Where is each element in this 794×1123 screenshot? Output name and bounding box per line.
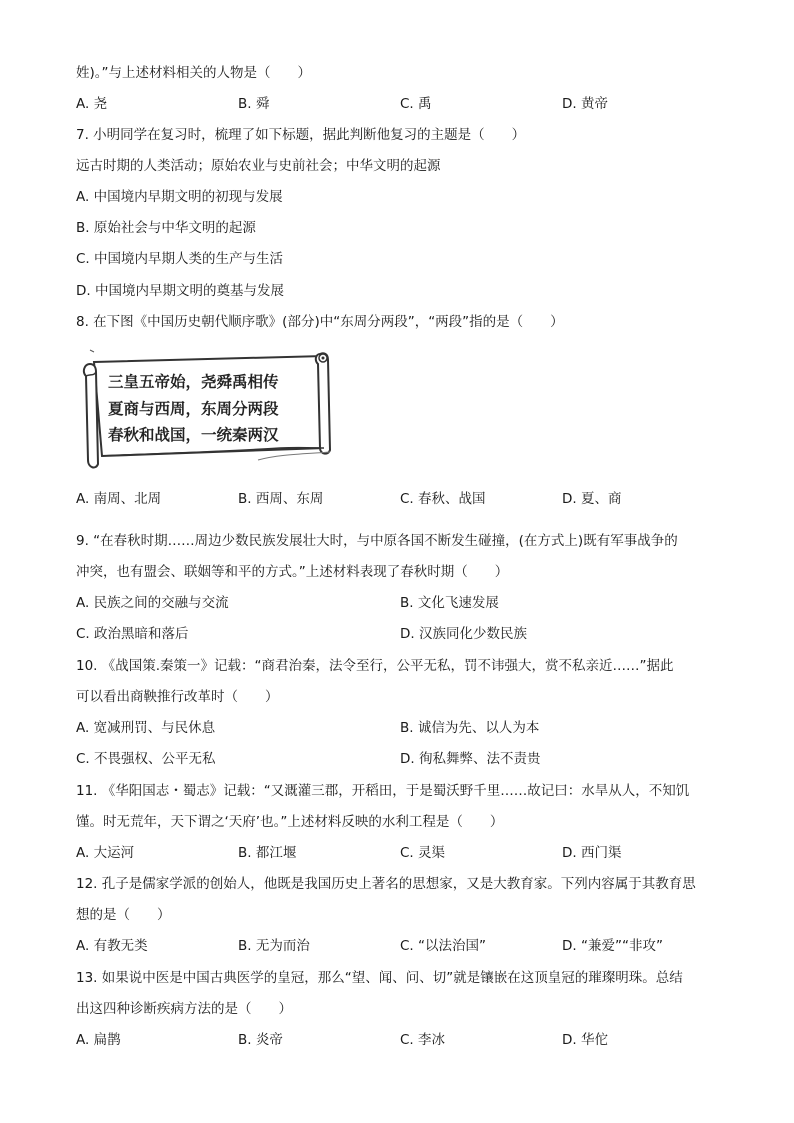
q9-option-b: B. 文化飞速发展 bbox=[400, 595, 499, 611]
q12-option-d: D. “兼爱”“非攻” bbox=[562, 938, 663, 954]
question-12-stem-line1: 12. 孔子是儒家学派的创始人，他既是我国历史上著名的思想家，又是大教育家。下列内容属于其教育思 bbox=[76, 876, 696, 892]
q6-option-b: B. 舜 bbox=[238, 96, 270, 112]
q6-option-d: D. 黄帝 bbox=[562, 96, 608, 112]
question-9-stem-line2: 冲突，也有盟会、联姻等和平的方式。”上述材料表现了春秋时期（ ） bbox=[76, 564, 509, 580]
q9-option-d: D. 汉族同化少数民族 bbox=[400, 626, 527, 642]
q9-option-a: A. 民族之间的交融与交流 bbox=[76, 595, 229, 611]
poem-line-1: 三皇五帝始，尧舜禹相传 bbox=[108, 373, 279, 391]
q11-option-b: B. 都江堰 bbox=[238, 845, 297, 861]
q9-option-c: C. 政治黑暗和落后 bbox=[76, 626, 189, 642]
q13-option-b: B. 炎帝 bbox=[238, 1032, 283, 1048]
q7-option-a: A. 中国境内早期文明的初现与发展 bbox=[76, 189, 283, 205]
question-7-stem: 7. 小明同学在复习时，梳理了如下标题，据此判断他复习的主题是（ ） bbox=[76, 127, 526, 143]
q7-option-d: D. 中国境内早期文明的奠基与发展 bbox=[76, 283, 284, 299]
q11-option-c: C. 灵渠 bbox=[400, 845, 446, 861]
poem-line-3: 春秋和战国，一统秦两汉 bbox=[108, 426, 279, 444]
q10-option-a: A. 宽减刑罚、与民休息 bbox=[76, 720, 216, 736]
question-13-stem-line2: 出这四种诊断疾病方法的是（ ） bbox=[76, 1001, 292, 1017]
q11-option-d: D. 西门渠 bbox=[562, 845, 622, 861]
q6-option-c: C. 禹 bbox=[400, 96, 432, 112]
q8-option-b: B. 西周、东周 bbox=[238, 491, 324, 507]
q12-option-c: C. “以法治国” bbox=[400, 938, 486, 954]
q7-option-c: C. 中国境内早期人类的生产与生活 bbox=[76, 251, 284, 267]
question-11-stem-line2: 馑。时无荒年，天下谓之‘天府’也。”上述材料反映的水利工程是（ ） bbox=[76, 814, 504, 830]
question-6-stem-end: 姓)。”与上述材料相关的人物是（ ） bbox=[76, 65, 312, 81]
q12-option-a: A. 有教无类 bbox=[76, 938, 148, 954]
q8-option-a: A. 南周、北周 bbox=[76, 491, 162, 507]
q10-option-c: C. 不畏强权、公平无私 bbox=[76, 751, 216, 767]
question-7-material: 远古时期的人类活动；原始农业与史前社会；中华文明的起源 bbox=[76, 158, 441, 174]
q8-option-d: D. 夏、商 bbox=[562, 491, 622, 507]
q13-option-a: A. 扁鹊 bbox=[76, 1032, 121, 1048]
question-10-stem-line2: 可以看出商鞅推行改革时（ ） bbox=[76, 689, 279, 705]
q13-option-d: D. 华佗 bbox=[562, 1032, 608, 1048]
q12-option-b: B. 无为而治 bbox=[238, 938, 310, 954]
question-9-stem-line1: 9. “在春秋时期……周边少数民族发展壮大时，与中原各国不断发生碰撞，(在方式上)既有军事战争的 bbox=[76, 533, 678, 549]
question-11-stem-line1: 11. 《华阳国志・蜀志》记载：“又溉灌三郡，开稻田，于是蜀沃野千里……故记曰：水旱从人，不知饥 bbox=[76, 783, 690, 799]
question-12-stem-line2: 想的是（ ） bbox=[76, 907, 171, 923]
q7-option-b: B. 原始社会与中华文明的起源 bbox=[76, 220, 256, 236]
q13-option-c: C. 李冰 bbox=[400, 1032, 446, 1048]
q10-option-b: B. 诚信为先、以人为本 bbox=[400, 720, 540, 736]
question-8-stem: 8. 在下图《中国历史朝代顺序歌》(部分)中“东周分两段”，“两段”指的是（ ） bbox=[76, 314, 564, 330]
question-13-stem-line1: 13. 如果说中医是中国古典医学的皇冠，那么“望、闻、问、切”就是镶嵌在这顶皇冠的璀璨明珠。总结 bbox=[76, 970, 683, 986]
q11-option-a: A. 大运河 bbox=[76, 845, 135, 861]
q10-option-d: D. 徇私舞弊、法不责贵 bbox=[400, 751, 541, 767]
q6-option-a: A. 尧 bbox=[76, 96, 108, 112]
question-10-stem-line1: 10. 《战国策.秦策一》记载：“商君治秦，法令至行，公平无私，罚不讳强大，赏不私亲近……”据此 bbox=[76, 658, 674, 674]
poem-line-2: 夏商与西周，东周分两段 bbox=[108, 400, 279, 418]
q8-option-c: C. 春秋、战国 bbox=[400, 491, 486, 507]
